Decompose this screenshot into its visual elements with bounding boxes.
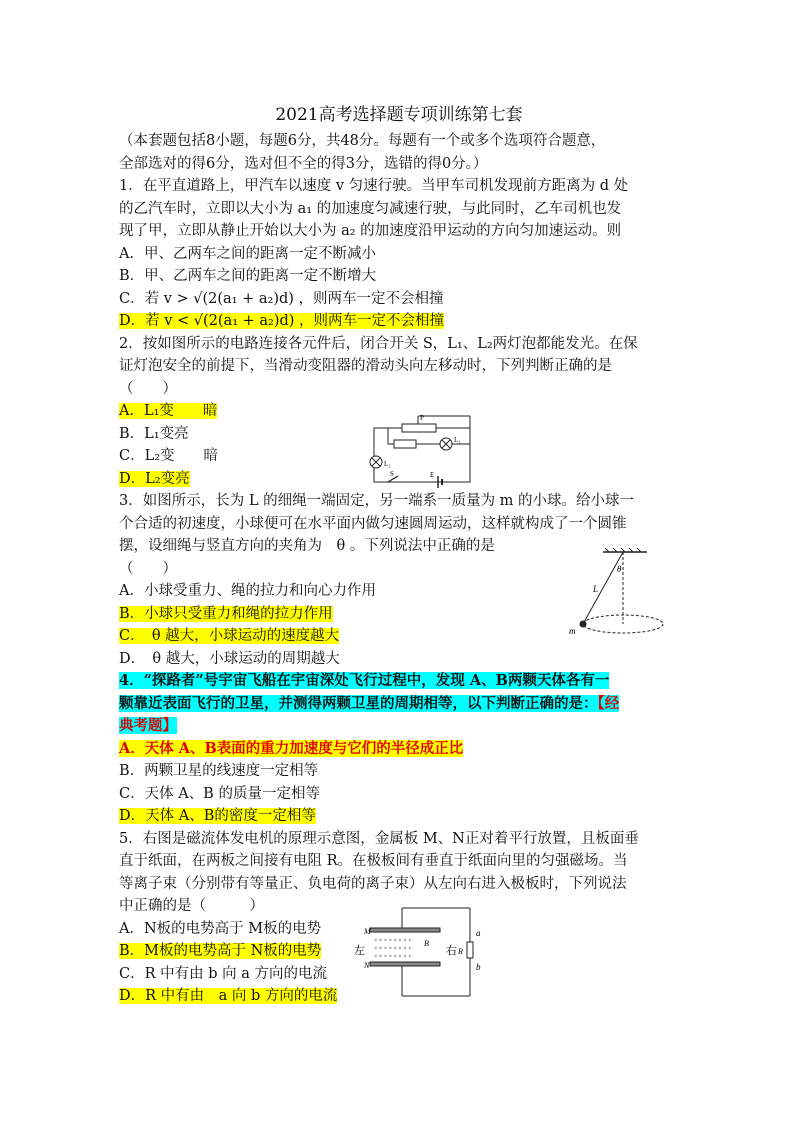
label-a: a: [476, 928, 481, 938]
option-text-highlighted: D．天体 A、B的密度一定相等: [119, 808, 316, 824]
label-theta: θ: [617, 564, 622, 574]
q1-option-d: [119, 310, 679, 333]
option-text-highlighted: B．小球只受重力和绳的拉力作用: [119, 605, 333, 622]
label-left: 左: [354, 945, 365, 957]
option-text: C．L₂变 暗: [119, 448, 219, 464]
q1-stem: 的乙汽车时，立即以大小为 a₁ 的加速度匀减速行驶，与此同时，乙车司机也发: [119, 200, 622, 217]
label-l2: L₂: [384, 460, 391, 468]
q1-option-a: [119, 243, 679, 266]
q1-option-b: [119, 265, 679, 288]
q4-stem: [119, 715, 679, 738]
q3-pendulum-diagram: [565, 548, 667, 640]
rheostat: [402, 424, 436, 432]
label-right: 右: [446, 945, 457, 957]
q4-option-c: [119, 783, 679, 806]
option-text: B．两颗卫星的线速度一定相等: [119, 763, 319, 779]
label-s: S: [390, 470, 394, 478]
q4-option-a: [119, 738, 679, 761]
plate-n: [370, 962, 440, 966]
q4-option-d: [119, 805, 679, 828]
plate-m: [370, 928, 440, 932]
field-crosses-row: × × × × × × × ×: [374, 954, 412, 960]
label-b-terminal: b: [476, 962, 481, 972]
q5-stem: 直于纸面，在两板之间接有电阻 R。在极板间有垂直于纸面向里的匀强磁场。当: [119, 853, 628, 869]
q3-stem: 3．如图所示，长为 L 的细绳一端固定，另一端系一质量为 m 的小球。给小球一: [119, 493, 635, 509]
string: [583, 552, 623, 624]
field-crosses-row: × × × × × × × ×: [374, 938, 412, 944]
field-crosses-row: × × × × × × × ×: [374, 946, 412, 952]
q3-stem: 摆，设细绳与竖直方向的夹角为 θ 。下列说法中正确的是: [119, 538, 495, 554]
q4-stem: [119, 670, 679, 693]
resistor: [394, 440, 416, 448]
label-l1: L₁: [454, 436, 461, 444]
q2-stem: 证灯泡安全的前提下，当滑动变阻器的滑动头向左移动时，下列判断正确的是: [119, 358, 612, 374]
label-r: R: [458, 947, 463, 956]
intro-line: （本套题包括8小题，每题6分，共48分。每题有一个或多个选项符合题意，: [119, 133, 606, 149]
q1-stem: 现了甲，立即从静止开始以大小为 a₂ 的加速度沿甲运动的方向匀加速运动。则: [119, 223, 622, 239]
magnetic-field-crosses: [374, 938, 412, 960]
option-text-highlighted: B．M板的电势高于 N板的电势: [119, 943, 322, 959]
option-text-highlighted: A．L₁变 暗: [119, 403, 218, 419]
option-text: B．L₁变亮: [119, 425, 189, 442]
option-text: A．甲、乙两车之间的距离一定不断减小: [119, 245, 376, 262]
q4-tag: 【经: [597, 694, 620, 712]
q4-stem-text: 4．“探路者”号宇宙飞船在宇宙深处飞行过程中，发现 A、B两颗天体各有一: [119, 672, 610, 689]
q2-circuit-diagram: [368, 408, 478, 488]
option-text: A．小球受重力、绳的拉力和向心力作用: [119, 583, 376, 599]
option-text-highlighted: D．若 v < √(2(a₁ + a₂)d) ，则两车一定不会相撞: [119, 313, 445, 329]
page-title: 2021高考选择题专项训练第七套: [275, 105, 523, 125]
q4-stem: [119, 693, 679, 716]
q2-stem: （ ）: [119, 380, 177, 397]
q2-stem: 2．按如图所示的电路连接各元件后，闭合开关 S，L₁、L₂两灯泡都能发光。在保: [119, 335, 638, 352]
label-p: P: [420, 414, 424, 422]
q4-stem-text: 颗靠近表面飞行的卫星，并测得两颗卫星的周期相等，以下判断正确的是：: [119, 694, 598, 712]
ball-icon: [580, 621, 586, 627]
label-mass: m: [569, 626, 576, 636]
option-text: A．N板的电势高于 M板的电势: [119, 920, 322, 937]
option-text: D． θ 越大，小球运动的周期越大: [119, 650, 340, 667]
q5-stem: 等离子束（分别带有等量正、负电荷的离子束）从左向右进入极板时，下列说法: [119, 875, 627, 892]
q5-mhd-diagram: [350, 902, 490, 1000]
intro-line: 全部选对的得6分，选对但不全的得3分，选错的得0分。）: [119, 155, 488, 172]
q1-option-c: [119, 288, 679, 311]
q1-stem: 1．在平直道路上，甲汽车以速度 v 匀速行驶。当甲车司机发现前方距离为 d 处: [119, 178, 629, 194]
option-text: C．若 v > √(2(a₁ + a₂)d) ，则两车一定不会相撞: [119, 290, 444, 307]
label-e: E: [430, 471, 435, 479]
label-b: B: [424, 939, 429, 948]
q3-option-d: [119, 648, 679, 671]
q5-stem: 中正确的是（ ）: [119, 898, 264, 914]
resistor-r: [467, 942, 473, 958]
option-text-highlighted: D．L₂变亮: [119, 470, 190, 487]
option-text: C．R 中有由 b 向 a 方向的电流: [119, 965, 327, 982]
label-length: L: [593, 584, 599, 594]
option-text: C．天体 A、B 的质量一定相等: [119, 785, 320, 802]
label-m: M: [364, 927, 371, 936]
option-text-highlighted: D．R 中有由 a 向 b 方向的电流: [119, 988, 338, 1004]
q3-stem: （ ）: [119, 560, 177, 577]
q4-tag: 典考题】: [119, 717, 177, 734]
q5-stem: 5．右图是磁流体发电机的原理示意图，金属板 M、N正对着平行放置，且板面垂: [119, 830, 639, 847]
option-text: B．甲、乙两车之间的距离一定不断增大: [119, 268, 377, 284]
option-text-highlighted: C． θ 越大，小球运动的速度越大: [119, 628, 340, 644]
q3-stem: 个合适的初速度，小球便可在水平面内做匀速圆周运动，这样就构成了一个圆锥: [119, 515, 627, 532]
q4-option-b: [119, 760, 679, 783]
label-n: N: [364, 961, 370, 970]
option-text-highlighted: A．天体 A、B表面的重力加速度与它们的半径成正比: [119, 739, 464, 757]
